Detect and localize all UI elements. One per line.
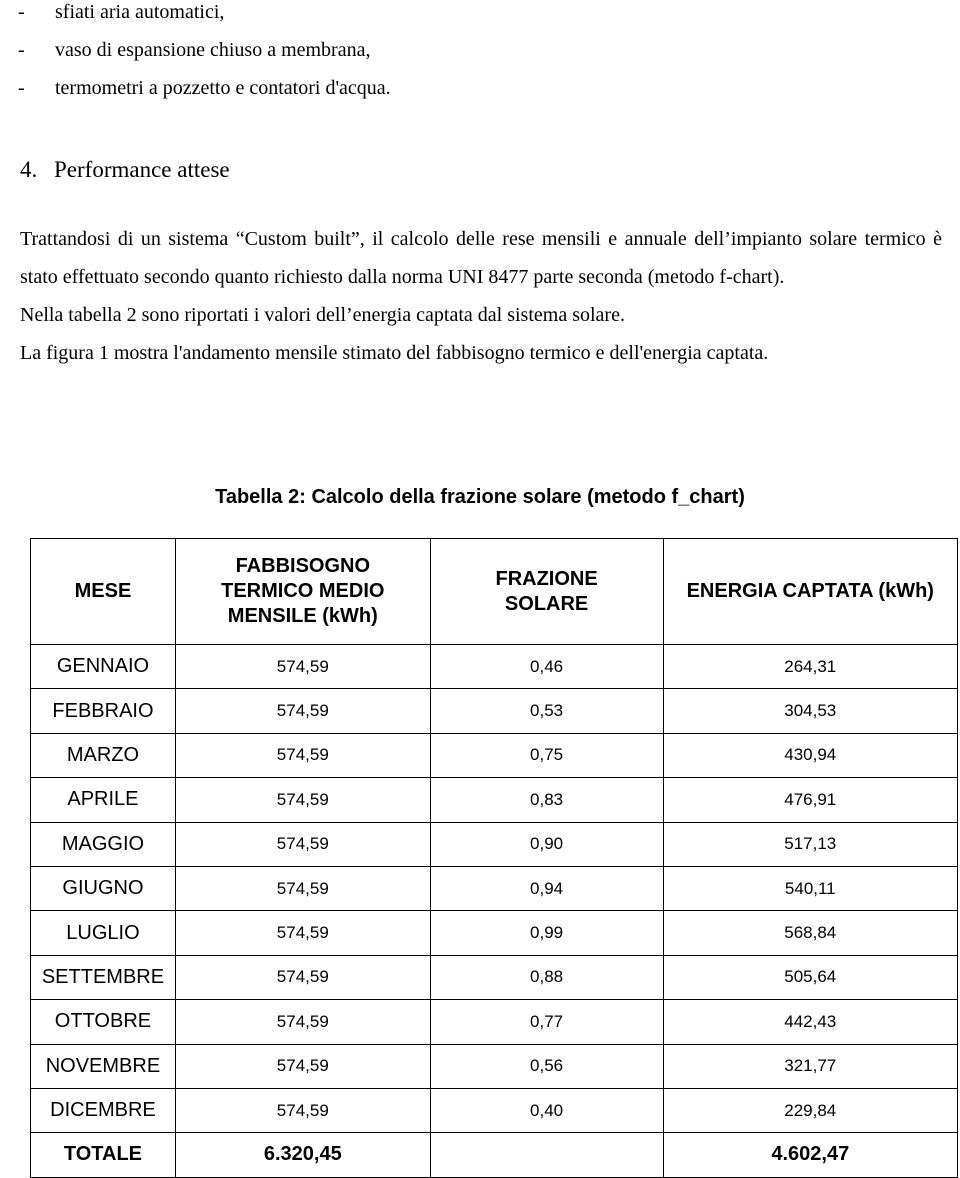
header-energia: ENERGIA CAPTATA (kWh) xyxy=(663,539,957,645)
cell-mese: MARZO xyxy=(31,733,176,777)
total-cell-mese: TOTALE xyxy=(31,1133,176,1177)
cell-fabbisogno: 574,59 xyxy=(175,733,430,777)
cell-mese: SETTEMBRE xyxy=(31,955,176,999)
cell-frazione: 0,90 xyxy=(430,822,663,866)
cell-fabbisogno: 574,59 xyxy=(175,866,430,910)
section-heading xyxy=(20,157,230,183)
bullet-list xyxy=(18,0,391,114)
cell-frazione: 0,75 xyxy=(430,733,663,777)
table-row xyxy=(31,955,958,999)
cell-mese: MAGGIO xyxy=(31,822,176,866)
table-row xyxy=(31,645,958,689)
cell-mese: DICEMBRE xyxy=(31,1088,176,1132)
cell-mese: GIUGNO xyxy=(31,866,176,910)
cell-energia: 476,91 xyxy=(663,778,957,822)
cell-energia: 304,53 xyxy=(663,689,957,733)
cell-mese: FEBBRAIO xyxy=(31,689,176,733)
table-row xyxy=(31,1000,958,1044)
table-row xyxy=(31,1088,958,1132)
total-cell-energia: 4.602,47 xyxy=(663,1133,957,1177)
cell-frazione: 0,56 xyxy=(430,1044,663,1088)
cell-frazione: 0,83 xyxy=(430,778,663,822)
cell-energia: 264,31 xyxy=(663,645,957,689)
cell-energia: 321,77 xyxy=(663,1044,957,1088)
bullet-item xyxy=(18,38,391,76)
table-row xyxy=(31,866,958,910)
paragraph: Trattandosi di un sistema “Custom built”, il calcolo delle rese mensili e annuale dell’impianto solare termico è stato effettuato secondo quanto richiesto dalla norma UNI 8477 parte seconda (metodo f-chart). xyxy=(20,228,942,288)
bullet-dash: - xyxy=(18,77,25,99)
cell-frazione: 0,46 xyxy=(430,645,663,689)
cell-mese: APRILE xyxy=(31,778,176,822)
section-title: Performance attese xyxy=(54,157,230,182)
cell-mese: GENNAIO xyxy=(31,645,176,689)
cell-fabbisogno: 574,59 xyxy=(175,911,430,955)
cell-frazione: 0,94 xyxy=(430,866,663,910)
bullet-item xyxy=(18,0,391,38)
bullet-text: vaso di espansione chiuso a membrana, xyxy=(55,39,371,61)
total-cell-frazione xyxy=(430,1133,663,1177)
header-fabbisogno: FABBISOGNO TERMICO MEDIO MENSILE (kWh) xyxy=(175,539,430,645)
cell-fabbisogno: 574,59 xyxy=(175,955,430,999)
table-row xyxy=(31,689,958,733)
cell-energia: 568,84 xyxy=(663,911,957,955)
cell-energia: 430,94 xyxy=(663,733,957,777)
cell-fabbisogno: 574,59 xyxy=(175,822,430,866)
cell-frazione: 0,88 xyxy=(430,955,663,999)
cell-energia: 517,13 xyxy=(663,822,957,866)
table-header-row xyxy=(31,539,958,645)
cell-frazione: 0,77 xyxy=(430,1000,663,1044)
cell-fabbisogno: 574,59 xyxy=(175,1044,430,1088)
cell-mese: LUGLIO xyxy=(31,911,176,955)
cell-fabbisogno: 574,59 xyxy=(175,778,430,822)
cell-fabbisogno: 574,59 xyxy=(175,1088,430,1132)
table-row xyxy=(31,822,958,866)
cell-mese: OTTOBRE xyxy=(31,1000,176,1044)
bullet-item xyxy=(18,76,391,114)
table-row xyxy=(31,778,958,822)
bullet-dash: - xyxy=(18,1,25,23)
cell-fabbisogno: 574,59 xyxy=(175,645,430,689)
cell-energia: 442,43 xyxy=(663,1000,957,1044)
cell-frazione: 0,53 xyxy=(430,689,663,733)
cell-frazione: 0,99 xyxy=(430,911,663,955)
body-text xyxy=(20,220,942,372)
paragraph: La figura 1 mostra l'andamento mensile stimato del fabbisogno termico e dell'energia captata. xyxy=(20,342,769,364)
total-cell-fabbisogno: 6.320,45 xyxy=(175,1133,430,1177)
cell-energia: 505,64 xyxy=(663,955,957,999)
solar-fraction-table xyxy=(30,538,958,1178)
cell-energia: 540,11 xyxy=(663,866,957,910)
table-total-row xyxy=(31,1133,958,1177)
table-row xyxy=(31,733,958,777)
table-row xyxy=(31,911,958,955)
cell-fabbisogno: 574,59 xyxy=(175,689,430,733)
header-frazione: FRAZIONE SOLARE xyxy=(430,539,663,645)
cell-fabbisogno: 574,59 xyxy=(175,1000,430,1044)
cell-energia: 229,84 xyxy=(663,1088,957,1132)
table-row xyxy=(31,1044,958,1088)
cell-mese: NOVEMBRE xyxy=(31,1044,176,1088)
bullet-text: sfiati aria automatici, xyxy=(55,1,225,23)
paragraph: Nella tabella 2 sono riportati i valori dell’energia captata dal sistema solare. xyxy=(20,304,625,326)
table-caption: Tabella 2: Calcolo della frazione solare (metodo f_chart) xyxy=(215,486,745,508)
bullet-text: termometri a pozzetto e contatori d'acqua. xyxy=(55,77,391,99)
header-mese: MESE xyxy=(31,539,176,645)
bullet-dash: - xyxy=(18,39,25,61)
section-number: 4. xyxy=(20,157,38,182)
cell-frazione: 0,40 xyxy=(430,1088,663,1132)
